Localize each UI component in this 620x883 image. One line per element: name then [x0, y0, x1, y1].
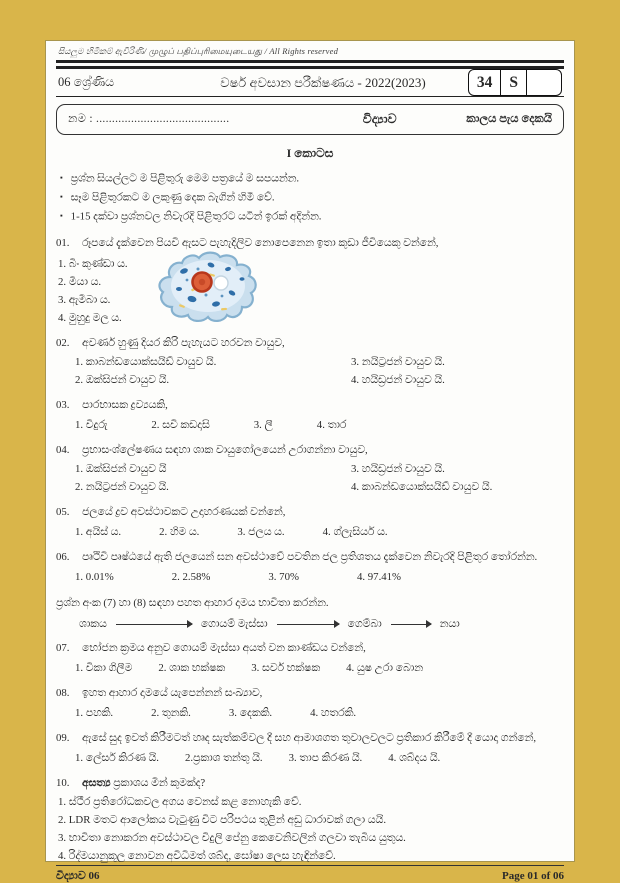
- answer-option: 1. ඔක්සිජන් වායුව යි: [75, 463, 167, 475]
- answer-options: [56, 660, 564, 676]
- question-03: [56, 397, 564, 433]
- answer-options: [56, 461, 564, 495]
- question-text: ප්‍රභාසංශ්ලේෂණය සඳහා ශාක වායුගෝලයෙන් උරාගන්නා වායුව,: [82, 444, 368, 456]
- answer-option: 4. තාර: [316, 419, 347, 431]
- question-08: [56, 685, 564, 721]
- question-text: ජලයේ ද්‍රව අවස්ථාවකට උදාහරණයක් වන්නේ,: [82, 506, 286, 518]
- answer-option: 2.ප්‍රකාශ තන්තු යි.: [184, 752, 263, 764]
- question-number: 08.: [56, 687, 70, 699]
- answer-option: 3. නයිට්‍රජන් වායුව යි.: [351, 356, 445, 368]
- question-text: රූපයේ දැක්වෙන පියවි ඇසට පැහැදිලිව නොපෙනෙන ඉතා කුඩා ජීවියෙකු වන්නේ,: [82, 237, 439, 249]
- question-06: [56, 549, 564, 585]
- question-04: [56, 442, 564, 495]
- name-field: නම : ..........................................: [68, 113, 230, 125]
- answer-option: 4. රිද්මයානුකූල නොවන අවිධිමත් ශබ්ද, ඝෝෂා ලෙස හැඳින්වේ.: [58, 850, 336, 862]
- question-number: 06.: [56, 551, 70, 563]
- answer-option: 4. මුහුදු මල ය.: [58, 311, 122, 324]
- answer-option: 3. 70%: [268, 571, 299, 583]
- question-number: 10.: [56, 777, 70, 789]
- exam-paper-page: [45, 40, 575, 882]
- answer-option: 3. ඇමීබා ය.: [58, 293, 111, 306]
- answer-option: 3. භාවිතා නොකරන අවස්ථාවල විදුලි පේනු කෙවෙනිවලින් ගලවා තැබිය යුතුය.: [58, 832, 406, 844]
- instruction-item: ▪ ප්‍රශ්න සියල්ලට ම පිළිතුරු මෙම පත්‍රයේ ම සපයන්න.: [60, 169, 564, 188]
- answer-option: 1. 0.01%: [75, 571, 114, 583]
- rights-notice: සියලුම හිමිකම් ඇවිරිණි/ முழுப் பதிப்புரிமையுடையது / All Rights reserved: [58, 46, 339, 56]
- food-chain-arrow-icon: [116, 624, 192, 625]
- answer-option: 2. මීයා ය.: [58, 275, 102, 288]
- subject-title: විද්‍යාව: [362, 112, 397, 126]
- duration-label: කාලය පැය දෙකයි: [466, 113, 552, 125]
- answer-options: [56, 750, 564, 766]
- answer-option: 1. කාබන්ඩයොක්සයිඩ් වායුව යි.: [75, 356, 217, 368]
- answer-option: 4. යුෂ උරා බොන: [346, 662, 424, 674]
- answer-options: [56, 254, 150, 326]
- answer-options: [56, 354, 564, 388]
- answer-option: 1. පහකි.: [75, 707, 114, 719]
- question-text: ඉහත ආහාර දාමයේ යැපෙන්නන් සංඛ්‍යාව,: [82, 687, 263, 699]
- paper-code-empty-cell: [527, 70, 561, 95]
- answer-options: [56, 705, 564, 721]
- instruction-item: ▪ 1-15 දක්වා ප්‍රශ්නවල නිවැරදි පිළිතුරට යටින් ඉරක් අදින්න.: [60, 207, 564, 226]
- page-footer: [56, 865, 564, 883]
- answer-option: 2. 2.58%: [171, 571, 211, 583]
- question-01: [56, 235, 564, 326]
- food-chain-item: ගොයම් මැස්සා: [200, 618, 268, 630]
- candidate-info-bar: [56, 104, 564, 135]
- answer-option: 4. හතරකි.: [310, 707, 357, 719]
- question-05: [56, 504, 564, 540]
- question-number: 05.: [56, 506, 70, 518]
- answer-option: 2. LDR මතට ආලෝකය වැටුණු විට පරිපථය තුළින් අඩු ධාරාවක් ගලා යයි.: [58, 814, 387, 826]
- grade-label: 06 ශ්‍රේණිය: [58, 75, 115, 89]
- food-chain-note: ප්‍රශ්න අංක (7) හා (8) සඳහා පහත ආහාර දාමය භාවිතා කරන්න.: [56, 597, 329, 609]
- footer-subject-label: විද්‍යාව 06: [56, 869, 100, 882]
- answer-option: 3. හයිඩ්‍රජන් වායුව යි.: [351, 463, 445, 475]
- answer-option: 2. සවි කඩදාසි: [151, 419, 210, 431]
- answer-option: 3. දෙකකි.: [228, 707, 273, 719]
- paper-code-box: [468, 69, 562, 96]
- answer-option: 2. හිම ය.: [159, 526, 200, 538]
- question-number: 04.: [56, 444, 70, 456]
- exam-title-row: [56, 69, 564, 97]
- question-text: අවර්ණ හුණු දියර කිරි පැහැයට හරවන වායුව,: [82, 337, 285, 349]
- paper-code-number: 34: [469, 70, 502, 95]
- answer-option: 1. අයිස් ය.: [75, 526, 122, 538]
- paper-code-letter: S: [501, 70, 527, 95]
- question-number: 02.: [56, 337, 70, 349]
- answer-option: 3. ජලය ය.: [237, 526, 285, 538]
- question-text: ඇසේ සුද ඉවත් කිරීමටත් හෘද සැත්කම්වල දී සහ ආමාශගත තුවාලවලට ප්‍රතිකාර කිරීමේ දී යොදා ගන්නේ,: [82, 732, 537, 744]
- question-text: පාරභාසක ද්‍රව්‍යයකි,: [82, 399, 168, 411]
- question-text-bold: අසත්‍ය: [82, 777, 111, 789]
- food-chain-item: ගෙම්බා: [347, 618, 382, 630]
- answer-option: 1. ස්ථීර ප්‍රතිරෝධකවල අගය වෙනස් කළ නොහැකි වේ.: [58, 796, 302, 808]
- answer-options: [56, 794, 564, 865]
- question-text: අසත්‍ය ප්‍රකාශය මින් කුමක්ද?: [82, 777, 206, 789]
- answer-option: 4. ග්ලැසියර් ය.: [322, 526, 388, 538]
- answer-option: 3. සර්ව භක්ෂක: [251, 662, 321, 674]
- question-09: [56, 730, 564, 766]
- question-02: [56, 335, 564, 388]
- answer-option: 2. තුනකි.: [151, 707, 191, 719]
- food-chain-item: නයා: [439, 618, 460, 630]
- question-number: 03.: [56, 399, 70, 411]
- question-10: [56, 775, 564, 865]
- exam-title: වර්ෂ අවසාන පරීක්ෂණය - 2022(2023): [220, 74, 426, 90]
- answer-option: 4. කාබන්ඩයොක්සයිඩ් වායුව යි.: [351, 481, 493, 493]
- question-text: භෝජන ක්‍රමය අනුව ගොයම් මැස්සා අයත් වන කාණ්ඩය වන්නේ,: [82, 642, 366, 654]
- question-07: [56, 640, 564, 676]
- footer-page-number: Page 01 of 06: [501, 869, 564, 882]
- answer-option: 1. බිං කුණ්ඩා ය.: [58, 257, 128, 270]
- answer-option: 4. 97.41%: [356, 571, 402, 583]
- food-chain-item: ශාකය: [79, 618, 107, 630]
- answer-option: 1. වීදුරු: [75, 419, 108, 431]
- question-number: 09.: [56, 732, 70, 744]
- answer-option: 1. විකා ගිලීම: [75, 662, 133, 674]
- food-chain-arrow-icon: [277, 624, 339, 625]
- answer-option: 2. ශාක භක්ෂක: [158, 662, 226, 674]
- question-number: 01.: [56, 237, 70, 249]
- answer-option: 1. ලේසර් කිරණ යි.: [75, 752, 159, 764]
- answer-option: 4. ශබ්දය යි.: [388, 752, 441, 764]
- answer-options: [56, 524, 564, 540]
- answer-option: 2. ඔක්සිජන් වායුව යි.: [75, 374, 170, 386]
- answer-option: 4. හයිඩ්‍රජන් වායුව යි.: [351, 374, 445, 386]
- amoeba-figure: [154, 249, 266, 323]
- answer-option: 2. නයිට්‍රජන් වායුව යි.: [75, 481, 169, 493]
- part-title: I කොටස: [286, 146, 334, 160]
- instruction-item: ▪ සෑම පිළිතුරකට ම ලකුණු දෙක බැගින් හිමි වේ.: [60, 188, 564, 207]
- food-chain-diagram: [56, 618, 564, 631]
- question-number: 07.: [56, 642, 70, 654]
- question-text: පෘථිවි පෘෂ්ඨයේ ඇති ජලයෙන් ඝන අවස්ථාවේ පවතින ජල ප්‍රතිශතය දැක්වෙන නිවැරදි පිළිතුර තෝරන්න.: [82, 551, 538, 563]
- instruction-list: [56, 169, 564, 226]
- header-top-divider: [56, 60, 564, 63]
- food-chain-arrow-icon: [391, 624, 431, 625]
- answer-options: [56, 417, 564, 433]
- answer-option: 3. තාප කිරණ යි.: [288, 752, 363, 764]
- answer-options: [56, 569, 564, 585]
- answer-option: 3. ලී: [253, 419, 273, 431]
